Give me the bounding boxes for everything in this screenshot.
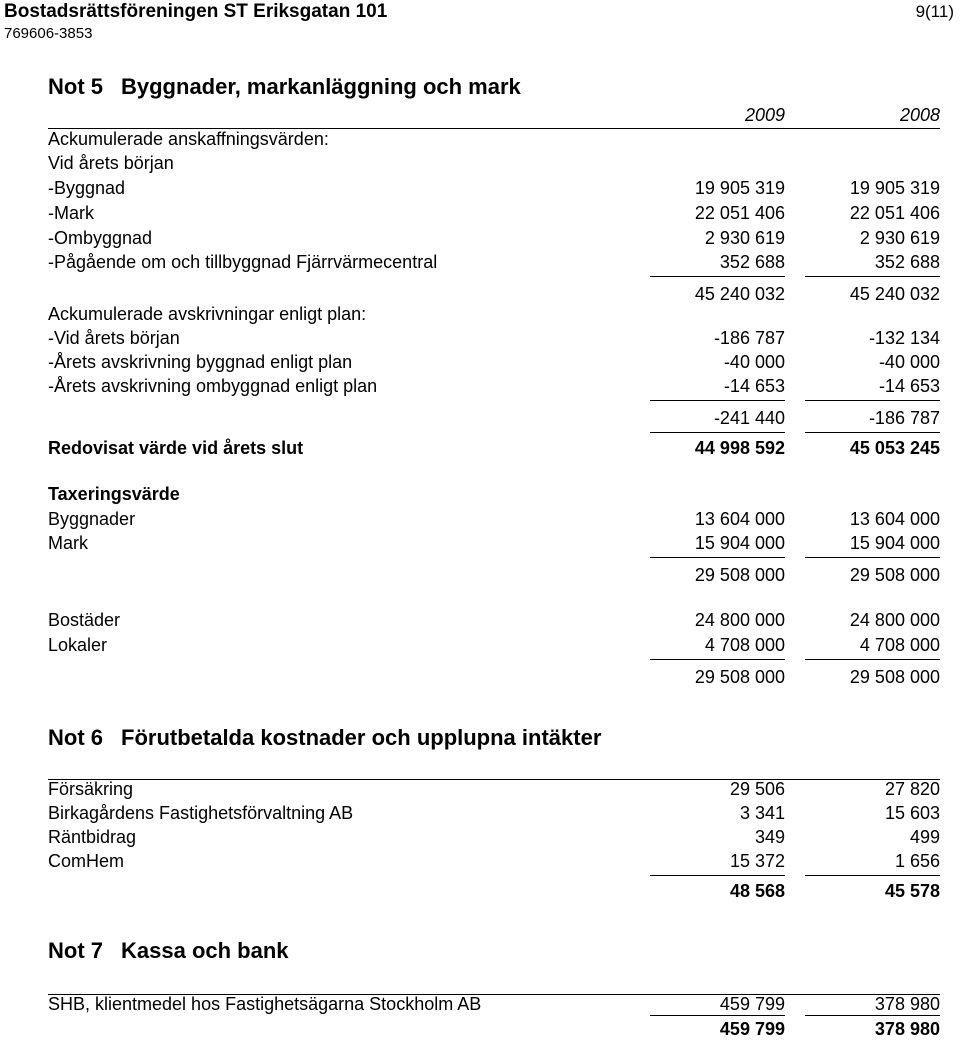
row-label: Vid årets början [48,153,174,173]
note7-number: Not 7 [48,938,103,963]
total-row [48,436,940,460]
value-2008: 13 604 000 [849,509,940,529]
table-row [48,201,940,225]
table-row [48,326,940,350]
table-row [48,801,940,825]
row-label: SHB, klientmedel hos Fastighetsägarna Stockholm AB [48,994,482,1014]
sum-rule [805,557,940,558]
table-row [48,176,940,200]
table-row [48,127,940,151]
note6-title: Förutbetalda kostnader och upplupna intäkter [121,725,602,750]
value-2009: 2 930 619 [704,228,785,248]
sum-rule [805,875,940,876]
value-2009: 44 998 592 [694,438,785,458]
note7-heading [48,938,289,964]
note6-heading [48,725,601,751]
sum-rule [650,276,785,277]
table-row [48,608,940,632]
row-label: Försäkring [48,779,134,799]
value-2009: 24 800 000 [694,610,785,630]
row-label: Birkagårdens Fastighetsförvaltning AB [48,803,354,823]
table-row [48,374,940,398]
sum-rule [805,432,940,433]
value-2009: 45 240 032 [694,284,785,304]
value-2008: -40 000 [878,352,940,372]
row-label: Lokaler [48,635,108,655]
sum-rule [805,400,940,401]
subtotal-row [48,406,940,430]
value-2008: 15 603 [884,803,940,823]
row-label: -Mark [48,203,94,223]
value-2008: 29 508 000 [849,667,940,687]
value-2008: -14 653 [878,376,940,396]
value-2008: 45 053 245 [849,438,940,458]
sum-rule [650,557,785,558]
row-label: Räntbidrag [48,827,137,847]
row-label: Ackumulerade avskrivningar enligt plan: [48,304,367,324]
note5-heading [48,74,521,100]
note6-number: Not 6 [48,725,103,750]
row-label: ComHem [48,851,125,871]
value-2009: 29 508 000 [694,667,785,687]
subtotal-row [48,665,940,689]
row-label: -Årets avskrivning byggnad enligt plan [48,352,353,372]
organization-number: 769606-3853 [4,25,93,42]
sum-rule [805,276,940,277]
note5-number: Not 5 [48,74,103,99]
table-row [48,992,940,1016]
value-2008: 1 656 [894,851,940,871]
value-2008: 378 980 [874,994,940,1014]
row-label: -Årets avskrivning ombyggnad enligt plan [48,376,378,396]
value-2008: 45 578 [884,881,940,901]
row-label: -Ombyggnad [48,228,153,248]
value-2009: 15 372 [729,851,785,871]
sum-rule [805,1015,940,1016]
table-row [48,507,940,531]
value-2008: 352 688 [874,252,940,272]
row-label: Byggnader [48,509,136,529]
value-2009: 459 799 [719,994,785,1014]
value-2009: 22 051 406 [694,203,785,223]
table-row [48,350,940,374]
value-2008: 4 708 000 [859,635,940,655]
page-number: 9(11) [915,2,954,21]
note7-title: Kassa och bank [121,938,289,963]
value-2009: 352 688 [719,252,785,272]
sum-rule [650,400,785,401]
row-label: -Byggnad [48,178,126,198]
total-row [48,1017,940,1041]
value-2008: -132 134 [868,328,940,348]
value-2008: 19 905 319 [849,178,940,198]
table-row [48,151,940,175]
table-row [48,849,940,873]
value-2009: 29 508 000 [694,565,785,585]
value-2009: 349 [754,827,785,847]
table-row [48,825,940,849]
year-2009-header: 2009 [744,105,785,125]
sum-rule [650,875,785,876]
value-2009: 15 904 000 [694,533,785,553]
value-2009: 13 604 000 [694,509,785,529]
value-2008: 29 508 000 [849,565,940,585]
value-2008: 15 904 000 [849,533,940,553]
value-2008: -186 787 [868,408,940,428]
value-2008: 499 [909,827,940,847]
value-2009: 19 905 319 [694,178,785,198]
table-row [48,226,940,250]
value-2008: 27 820 [884,779,940,799]
table-row [48,250,940,274]
value-2009: -40 000 [723,352,785,372]
sum-rule [805,659,940,660]
value-2008: 378 980 [874,1019,940,1039]
table-row [48,633,940,657]
year-2008-header: 2008 [899,105,940,125]
row-label: Bostäder [48,610,121,630]
note5-title: Byggnader, markanläggning och mark [121,74,521,99]
section-heading [48,482,940,506]
table-row [48,531,940,555]
value-2009: -14 653 [723,376,785,396]
subtotal-row [48,563,940,587]
value-2009: 459 799 [719,1019,785,1039]
value-2008: 24 800 000 [849,610,940,630]
value-2008: 45 240 032 [849,284,940,304]
row-label: Redovisat värde vid årets slut [48,438,304,458]
row-label: -Vid årets början [48,328,180,348]
value-2009: 29 506 [729,779,785,799]
value-2009: -241 440 [713,408,785,428]
sum-rule [650,432,785,433]
value-2009: -186 787 [713,328,785,348]
value-2009: 4 708 000 [704,635,785,655]
organization-name: Bostadsrättsföreningen ST Eriksgatan 101 [4,1,388,22]
value-2009: 3 341 [739,803,785,823]
sum-rule [650,1015,785,1016]
value-2008: 2 930 619 [859,228,940,248]
row-label: -Pågående om och tillbyggnad Fjärrvärmecentral [48,252,438,272]
value-2008: 22 051 406 [849,203,940,223]
row-label: Mark [48,533,88,553]
value-2009: 48 568 [729,881,785,901]
row-label: Taxeringsvärde [48,484,180,504]
table-row [48,777,940,801]
row-label: Ackumulerade anskaffningsvärden: [48,129,329,149]
sum-rule [650,659,785,660]
total-row [48,879,940,903]
table-row [48,302,940,326]
